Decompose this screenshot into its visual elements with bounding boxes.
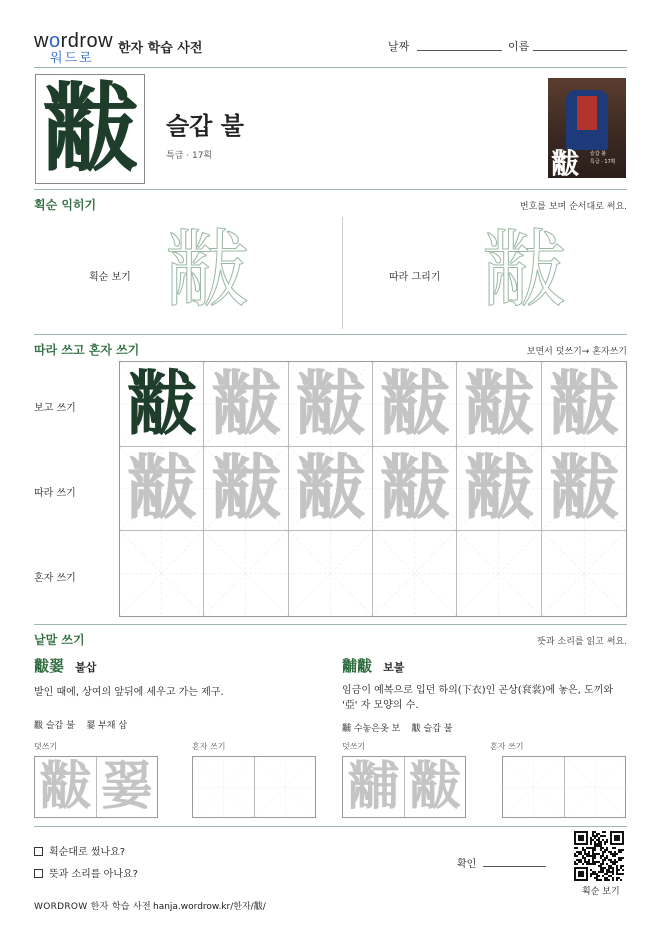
practice-cell[interactable] bbox=[457, 447, 541, 532]
word-trace-box[interactable] bbox=[34, 756, 158, 818]
alone-cell[interactable] bbox=[255, 757, 316, 817]
checkbox[interactable] bbox=[34, 847, 43, 856]
vocab-note: 뜻과 소리를 읽고 써요. bbox=[537, 637, 627, 647]
trace-character: 黻 bbox=[463, 362, 534, 445]
stroke-trace-label: 따라 그리기 bbox=[389, 272, 441, 283]
thumb-character: 黻 bbox=[551, 147, 580, 178]
word-char-gloss: 黼 수놓은옷 보 黻 슬갑 불 bbox=[342, 724, 453, 734]
vocab-title: 낱말 쓰기 bbox=[34, 633, 85, 647]
header-divider bbox=[34, 67, 627, 68]
logo-wordmark: wordrow bbox=[34, 30, 114, 52]
footer-brand: WORDROW 한자 학습 사전 bbox=[34, 902, 151, 912]
row-label-trace: 따라 쓰기 bbox=[34, 488, 76, 499]
trace-char: 黻 bbox=[408, 757, 461, 817]
check-item-stroke[interactable] bbox=[34, 843, 125, 858]
character-illustration[interactable] bbox=[548, 78, 626, 178]
practice-cell[interactable] bbox=[289, 447, 373, 532]
alone-label: 혼자 쓰기 bbox=[192, 742, 226, 751]
stroke-order-diagram: 黻 bbox=[165, 221, 250, 319]
vocab-divider bbox=[34, 624, 627, 625]
practice-cell[interactable] bbox=[204, 447, 288, 532]
trace-character: 黻 bbox=[379, 362, 450, 445]
qr-code-icon[interactable] bbox=[574, 831, 624, 881]
stroke-divider-bottom bbox=[34, 334, 627, 335]
practice-cell[interactable] bbox=[289, 531, 373, 616]
practice-note: 보면서 덧쓰기→ 혼자쓰기 bbox=[526, 347, 627, 357]
confirm-line[interactable] bbox=[483, 866, 546, 867]
trace-cell[interactable] bbox=[343, 757, 405, 817]
stroke-divider bbox=[342, 217, 343, 329]
practice-cell[interactable] bbox=[542, 531, 626, 616]
trace-character: 黻 bbox=[463, 446, 534, 530]
trace-character: 黻 bbox=[548, 446, 619, 530]
trace-cell[interactable] bbox=[405, 757, 466, 817]
trace-char: 黻 bbox=[39, 757, 92, 817]
word-char-gloss: 黻 슬갑 불 翣 부채 삽 bbox=[34, 721, 128, 731]
trace-char: 翣 bbox=[100, 757, 153, 817]
hero-character: 黻 bbox=[42, 72, 138, 185]
practice-title: 따라 쓰고 혼자 쓰기 bbox=[34, 343, 140, 357]
word-trace-box[interactable] bbox=[342, 756, 466, 818]
checkbox[interactable] bbox=[34, 869, 43, 878]
check-item-label: 획순대로 썼나요? bbox=[49, 847, 126, 858]
stroke-trace-diagram[interactable]: 黻 bbox=[482, 221, 567, 319]
date-label: 날짜 bbox=[388, 40, 410, 53]
word-definition: 발인 때에, 상여의 앞뒤에 세우고 가는 제구. bbox=[34, 687, 224, 698]
vocab-word-2 bbox=[342, 655, 404, 676]
practice-cell[interactable] bbox=[289, 362, 373, 447]
word-hanja: 黻翣 bbox=[34, 657, 65, 675]
practice-cell[interactable] bbox=[120, 531, 204, 616]
word-alone-box[interactable] bbox=[502, 756, 626, 818]
word-hanja: 黼黻 bbox=[342, 657, 373, 675]
stroke-view-label: 획순 보기 bbox=[89, 272, 131, 283]
trace-label: 덧쓰기 bbox=[342, 742, 366, 751]
trace-character: 黻 bbox=[295, 362, 366, 445]
trace-cell[interactable] bbox=[97, 757, 158, 817]
logo-korean: 워드로 bbox=[50, 51, 94, 66]
confirm-label: 확인 bbox=[457, 859, 477, 870]
trace-label: 덧쓰기 bbox=[34, 742, 58, 751]
practice-cell[interactable] bbox=[457, 531, 541, 616]
practice-cell[interactable] bbox=[373, 447, 457, 532]
qr-label: 획순 보기 bbox=[582, 887, 620, 897]
trace-character: 黻 bbox=[295, 446, 366, 530]
practice-cell[interactable] bbox=[373, 531, 457, 616]
thumb-reading: 슬갑 불 bbox=[590, 151, 607, 157]
thumb-meta: 특급 · 17획 bbox=[590, 159, 616, 165]
word-definition: 임금이 예복으로 입던 하의(下衣)인 곤상(袞裳)에 놓은, 도끼와 '亞' 자 모양의 수. bbox=[342, 685, 614, 711]
app-title: 한자 학습 사전 bbox=[118, 41, 203, 56]
word-alone-box[interactable] bbox=[192, 756, 316, 818]
trace-character: 黻 bbox=[548, 362, 619, 445]
practice-cell[interactable] bbox=[120, 362, 204, 447]
trace-character: 黻 bbox=[210, 446, 281, 530]
character-meta: 특급 · 17획 bbox=[166, 151, 213, 161]
vocab-word-1 bbox=[34, 655, 96, 676]
name-field-line[interactable] bbox=[533, 50, 627, 51]
practice-cell[interactable] bbox=[204, 531, 288, 616]
character-reading: 슬갑 불 bbox=[166, 112, 244, 140]
hero-character-box bbox=[35, 74, 145, 184]
stroke-order-title: 획순 익히기 bbox=[34, 198, 97, 212]
alone-cell[interactable] bbox=[503, 757, 565, 817]
check-item-label: 뜻과 소리를 아나요? bbox=[49, 869, 138, 880]
name-label: 이름 bbox=[508, 40, 530, 53]
trace-cell[interactable] bbox=[35, 757, 97, 817]
check-item-meaning[interactable] bbox=[34, 865, 138, 880]
footer-url[interactable]: hanja.wordrow.kr/한자/黻/ bbox=[153, 902, 266, 912]
alone-cell[interactable] bbox=[193, 757, 255, 817]
model-character: 黻 bbox=[126, 362, 197, 445]
practice-cell[interactable] bbox=[542, 447, 626, 532]
checklist-divider bbox=[34, 826, 627, 827]
practice-cell[interactable] bbox=[204, 362, 288, 447]
hero-divider bbox=[34, 189, 627, 190]
trace-character: 黻 bbox=[126, 446, 197, 530]
trace-character: 黻 bbox=[379, 446, 450, 530]
practice-grid bbox=[119, 361, 627, 617]
practice-cell[interactable] bbox=[120, 447, 204, 532]
word-reading: 불삽 bbox=[75, 661, 97, 674]
row-label-view: 보고 쓰기 bbox=[34, 403, 76, 414]
figure-panel bbox=[577, 96, 597, 130]
practice-cell[interactable] bbox=[373, 362, 457, 447]
date-field-line[interactable] bbox=[417, 50, 502, 51]
practice-cell[interactable] bbox=[457, 362, 541, 447]
row-label-alone: 혼자 쓰기 bbox=[34, 573, 76, 584]
word-reading: 보불 bbox=[383, 661, 405, 674]
stroke-order-note: 번호를 보며 순서대로 써요. bbox=[519, 202, 627, 212]
alone-cell[interactable] bbox=[565, 757, 626, 817]
trace-character: 黻 bbox=[210, 362, 281, 445]
alone-label: 혼자 쓰기 bbox=[490, 742, 524, 751]
trace-char: 黼 bbox=[347, 757, 400, 817]
practice-cell[interactable] bbox=[542, 362, 626, 447]
